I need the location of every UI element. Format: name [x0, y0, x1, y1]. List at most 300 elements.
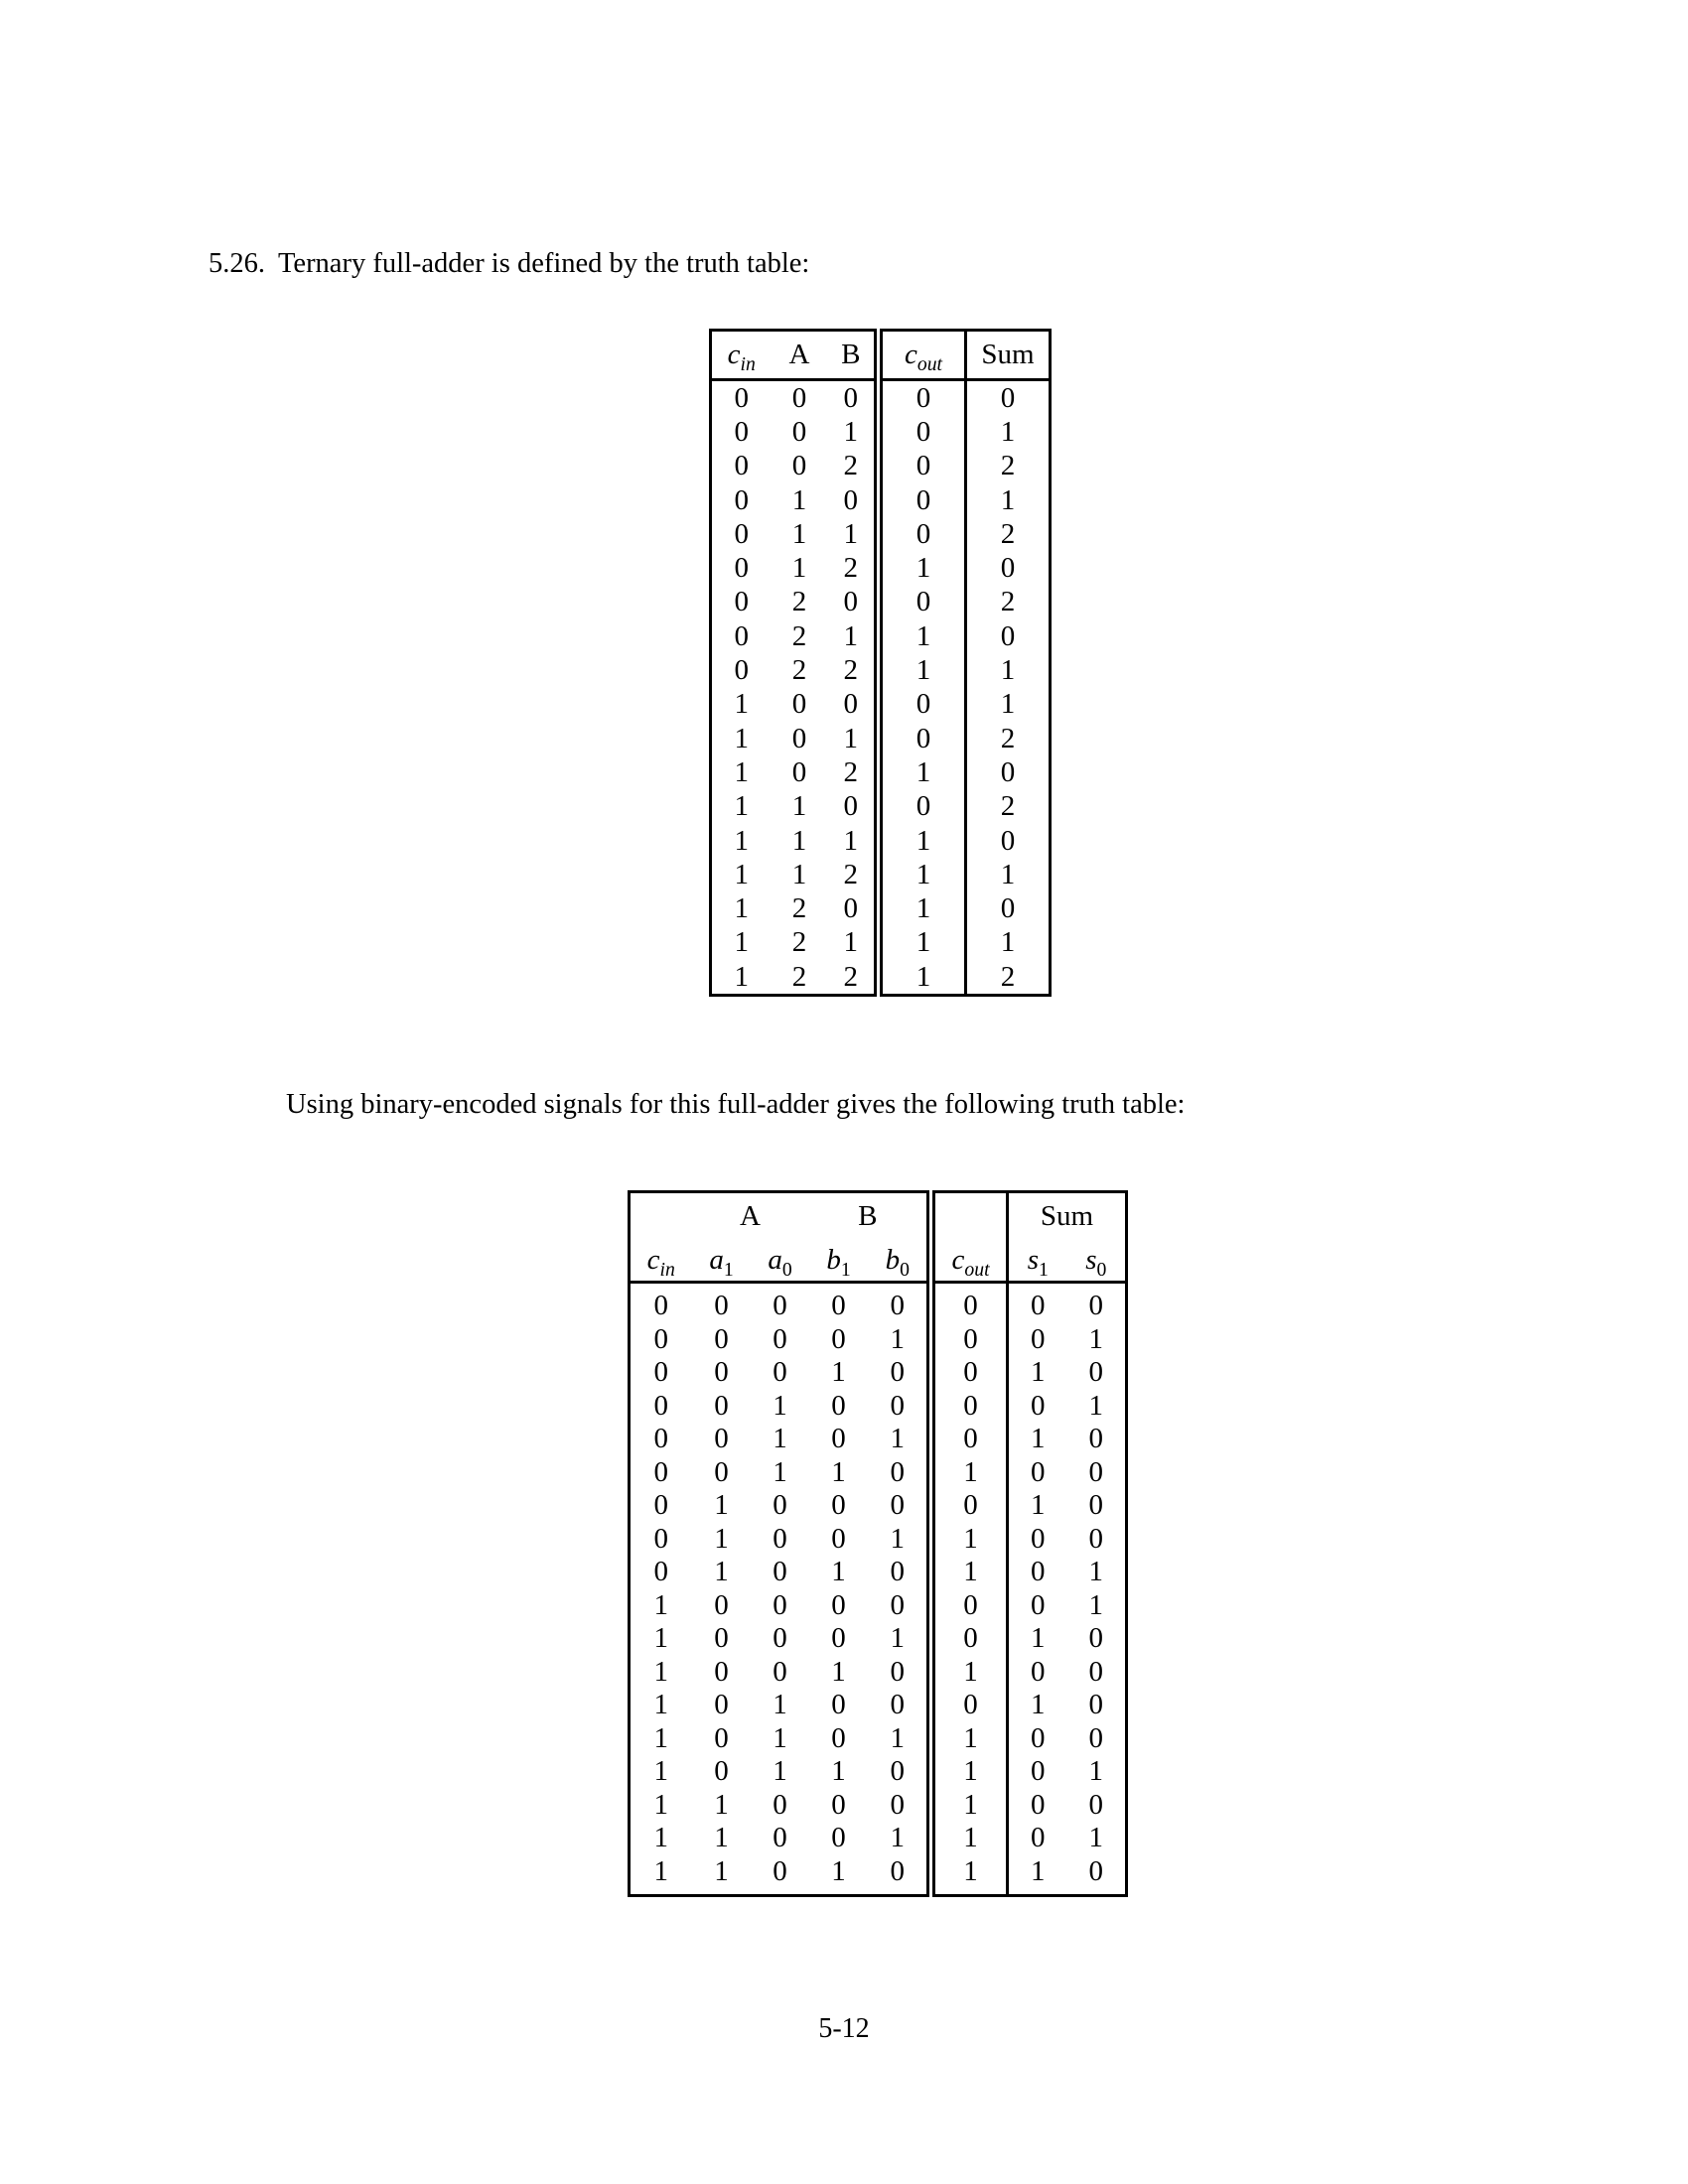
truth-table-cell: 0	[1088, 1622, 1104, 1655]
cout-subscript: out	[916, 352, 943, 375]
truth-table-cell: 1	[653, 1721, 668, 1754]
truth-table-cell: 0	[1088, 1356, 1104, 1389]
truth-table-cell: 0	[931, 1589, 1008, 1623]
truth-table-cell: 0	[1088, 1854, 1104, 1887]
truth-table-cell: 1	[773, 1389, 787, 1422]
truth-table-cell: 0	[773, 1854, 787, 1887]
table-row	[711, 824, 1051, 858]
truth-table-cell: 0	[773, 1622, 787, 1655]
problem-number: 5.26.	[209, 248, 265, 279]
truth-table-cell: 1	[890, 1822, 906, 1854]
table-row	[711, 450, 1051, 483]
truth-table-cell: 1	[966, 926, 1051, 960]
truth-table-cell: 1	[931, 1456, 1008, 1490]
truth-table-cell: 0	[653, 1522, 668, 1555]
truth-table-cell: 1	[831, 1556, 846, 1588]
truth-table-cell: 1	[653, 1822, 668, 1854]
truth-table-cell: 1	[734, 755, 749, 788]
group-header-cout-spacer	[931, 1192, 1008, 1240]
truth-table-cell: 1	[714, 1556, 729, 1588]
truth-table-cell: 0	[890, 1788, 906, 1821]
truth-table-cell: 1	[773, 1721, 787, 1754]
truth-table-cell: 0	[773, 1788, 787, 1821]
truth-table-cell: 0	[1088, 1423, 1104, 1455]
truth-table-cell: 1	[714, 1788, 729, 1821]
truth-table-cell: 0	[714, 1389, 729, 1422]
truth-table-cell: 1	[714, 1522, 729, 1555]
truth-table-cell: 0	[890, 1389, 906, 1422]
truth-table-cell: 0	[791, 755, 807, 788]
truth-table-cell: 1	[734, 722, 749, 754]
truth-table-cell: 0	[831, 1423, 846, 1455]
s1-subscript: 1	[1038, 1258, 1049, 1281]
truth-table-cell: 1	[1088, 1389, 1104, 1422]
truth-table-cell: 1	[843, 415, 858, 448]
table-row	[630, 1323, 1127, 1357]
truth-table-cell: 0	[714, 1588, 729, 1621]
truth-table-cell: 0	[714, 1423, 729, 1455]
truth-table-cell: 0	[931, 1356, 1008, 1390]
truth-table-cell: 1	[1088, 1588, 1104, 1621]
truth-table-cell: 0	[791, 688, 807, 721]
truth-table-cell: 1	[843, 619, 858, 652]
truth-table-cell: 2	[791, 619, 807, 652]
truth-table-cell: 0	[1008, 1722, 1067, 1756]
truth-table-cell: 0	[831, 1822, 846, 1854]
truth-table-cell: 0	[879, 483, 966, 517]
truth-table-cell: 0	[831, 1522, 846, 1555]
truth-table-cell: 0	[879, 688, 966, 722]
truth-table-cell: 1	[1088, 1755, 1104, 1788]
truth-table-cell: 0	[966, 891, 1051, 925]
cout-subscript: out	[964, 1258, 990, 1281]
truth-table-cell: 1	[791, 483, 807, 516]
truth-table-cell: 0	[890, 1455, 906, 1488]
truth-table-cell: 0	[843, 892, 858, 925]
truth-table-cell: 2	[966, 790, 1051, 824]
truth-table-cell: 1	[1088, 1822, 1104, 1854]
truth-table-cell: 1	[931, 1523, 1008, 1557]
s0-subscript: 0	[1096, 1258, 1107, 1281]
truth-table-cell: 0	[890, 1556, 906, 1588]
truth-table-cell: 1	[879, 960, 966, 996]
col-header-cout	[879, 331, 966, 380]
truth-table-cell: 0	[773, 1322, 787, 1355]
table-row	[711, 790, 1051, 824]
table-row	[711, 619, 1051, 653]
truth-table-cell: 1	[734, 892, 749, 925]
truth-table-cell: 1	[653, 1588, 668, 1621]
truth-table-cell: 0	[1008, 1523, 1067, 1557]
truth-table-cell: 0	[1088, 1721, 1104, 1754]
truth-table-cell: 1	[1008, 1423, 1067, 1456]
truth-table-cell: 0	[653, 1489, 668, 1522]
truth-table-cell: 1	[831, 1854, 846, 1887]
truth-table-cell: 1	[791, 824, 807, 857]
table-row	[630, 1390, 1127, 1424]
table-row	[630, 1423, 1127, 1456]
table-row	[630, 1722, 1127, 1756]
truth-table-cell: 1	[714, 1489, 729, 1522]
truth-table-cell: 0	[831, 1622, 846, 1655]
truth-table-cell: 0	[890, 1489, 906, 1522]
truth-table-cell: 1	[879, 926, 966, 960]
truth-table-cell: 0	[791, 450, 807, 482]
truth-table-cell: 1	[831, 1655, 846, 1688]
truth-table-cell: 0	[1088, 1788, 1104, 1821]
truth-table-cell: 1	[890, 1522, 906, 1555]
truth-table-cell: 1	[890, 1322, 906, 1355]
truth-table-cell: 1	[931, 1822, 1008, 1855]
truth-table-cell: 0	[931, 1423, 1008, 1456]
col-header-a: A	[772, 331, 828, 380]
truth-table-cell: 1	[714, 1854, 729, 1887]
table-row	[630, 1656, 1127, 1690]
truth-table-cell: 0	[714, 1755, 729, 1788]
header-row	[711, 331, 1051, 380]
truth-table-cell: 1	[734, 960, 749, 993]
cout-symbol: c	[951, 1243, 965, 1276]
truth-table-cell: 0	[734, 517, 749, 550]
truth-table-cell: 1	[734, 926, 749, 959]
truth-table-cell: 1	[931, 1789, 1008, 1823]
truth-table-cell: 0	[879, 415, 966, 449]
truth-table-cell: 1	[843, 926, 858, 959]
truth-table-cell: 1	[653, 1755, 668, 1788]
truth-table-cell: 0	[890, 1655, 906, 1688]
a1-subscript: 1	[723, 1258, 734, 1281]
truth-table-cell: 1	[843, 824, 858, 857]
truth-table-cell: 0	[843, 483, 858, 516]
truth-table-cell: 1	[791, 858, 807, 890]
truth-table-cell: 1	[931, 1722, 1008, 1756]
truth-table-cell: 0	[831, 1290, 846, 1322]
truth-table-cell: 1	[879, 858, 966, 891]
truth-table-cell: 1	[879, 891, 966, 925]
truth-table-cell: 0	[966, 551, 1051, 585]
truth-table-cell: 0	[879, 450, 966, 483]
truth-table-cell: 0	[966, 824, 1051, 858]
truth-table-cell: 0	[791, 381, 807, 414]
truth-table-cell: 0	[714, 1322, 729, 1355]
truth-table-cell: 2	[843, 858, 858, 890]
s1-symbol: s	[1027, 1243, 1039, 1276]
truth-table-cell: 0	[1008, 1755, 1067, 1789]
truth-table-cell: 1	[879, 551, 966, 585]
group-header-b: B	[858, 1199, 878, 1232]
truth-table-cell: 0	[714, 1455, 729, 1488]
truth-table-cell: 1	[890, 1622, 906, 1655]
truth-table-cell: 1	[931, 1855, 1008, 1896]
table-row	[711, 517, 1051, 551]
truth-table-cell: 1	[879, 824, 966, 858]
truth-table-cell: 1	[879, 653, 966, 687]
truth-table-cell: 0	[1088, 1489, 1104, 1522]
truth-table-cell: 0	[791, 415, 807, 448]
truth-table-cell: 0	[879, 790, 966, 824]
truth-table-cell: 0	[1008, 1456, 1067, 1490]
table-row	[711, 380, 1051, 416]
truth-table-cell: 2	[966, 517, 1051, 551]
table-row	[630, 1755, 1127, 1789]
truth-table-cell: 1	[653, 1689, 668, 1721]
group-header-row	[630, 1192, 1127, 1240]
signal-header-row	[630, 1239, 1127, 1283]
truth-table-cell: 0	[831, 1689, 846, 1721]
group-header-a: A	[740, 1199, 761, 1232]
truth-table-cell: 0	[931, 1489, 1008, 1523]
group-header-sum: Sum	[1008, 1192, 1127, 1240]
b1-subscript: 1	[840, 1258, 851, 1281]
truth-table-cell: 1	[890, 1721, 906, 1754]
truth-table-cell: 0	[831, 1588, 846, 1621]
table-row	[711, 858, 1051, 891]
truth-table-cell: 1	[831, 1455, 846, 1488]
truth-table-cell: 1	[773, 1689, 787, 1721]
cin-symbol: c	[727, 339, 741, 370]
b0-symbol: b	[885, 1243, 901, 1276]
truth-table-cell: 2	[843, 960, 858, 993]
a1-symbol: a	[709, 1243, 724, 1276]
truth-table-cell: 0	[1088, 1689, 1104, 1721]
truth-table-cell: 0	[966, 380, 1051, 416]
col-header-cout	[931, 1239, 1008, 1283]
truth-table-cell: 1	[966, 415, 1051, 449]
truth-table-cell: 0	[653, 1455, 668, 1488]
truth-table-cell: 0	[714, 1655, 729, 1688]
truth-table-cell: 0	[773, 1356, 787, 1389]
truth-table-cell: 0	[1088, 1290, 1104, 1322]
table-row	[630, 1356, 1127, 1390]
truth-table-cell: 0	[831, 1788, 846, 1821]
cin-subscript: in	[740, 352, 756, 375]
truth-table-cell: 0	[734, 586, 749, 618]
truth-table-cell: 0	[890, 1588, 906, 1621]
col-header-s1	[1008, 1239, 1067, 1283]
truth-table-cell: 0	[831, 1489, 846, 1522]
truth-table-cell: 1	[966, 688, 1051, 722]
col-header-a0	[752, 1239, 809, 1283]
table-row	[711, 483, 1051, 517]
table-row	[630, 1789, 1127, 1823]
s0-symbol: s	[1085, 1243, 1097, 1276]
truth-table-cell: 0	[714, 1356, 729, 1389]
truth-table-cell: 1	[734, 790, 749, 823]
truth-table-cell: 0	[931, 1323, 1008, 1357]
truth-table-cell: 0	[879, 380, 966, 416]
col-header-cin	[630, 1239, 692, 1283]
truth-table-cell: 0	[879, 586, 966, 619]
a0-symbol: a	[768, 1243, 782, 1276]
truth-table-cell: 2	[843, 552, 858, 585]
binary-encoding-note: Using binary-encoded signals for this full-adder gives the following truth table:	[286, 1089, 1186, 1120]
table-row	[711, 688, 1051, 722]
truth-table-cell: 2	[791, 892, 807, 925]
truth-table-cell: 0	[1088, 1655, 1104, 1688]
col-header-cin	[711, 331, 772, 380]
truth-table-cell: 0	[831, 1322, 846, 1355]
truth-table-cell: 0	[843, 790, 858, 823]
binary-table-body	[630, 1283, 1127, 1896]
truth-table-cell: 1	[653, 1854, 668, 1887]
cin-symbol: c	[646, 1243, 660, 1276]
truth-table-cell: 0	[1008, 1789, 1067, 1823]
truth-table-cell: 2	[966, 960, 1051, 996]
truth-table-cell: 0	[890, 1755, 906, 1788]
truth-table-cell: 0	[1088, 1455, 1104, 1488]
table-row	[711, 653, 1051, 687]
truth-table-cell: 2	[843, 450, 858, 482]
truth-table-cell: 2	[966, 586, 1051, 619]
truth-table-cell: 0	[734, 552, 749, 585]
a0-subscript: 0	[781, 1258, 792, 1281]
table-row	[630, 1489, 1127, 1523]
intro-text: Ternary full-adder is defined by the truth table:	[278, 248, 810, 279]
truth-table-cell: 1	[831, 1755, 846, 1788]
table-row	[630, 1523, 1127, 1557]
truth-table-cell: 0	[714, 1689, 729, 1721]
col-header-b1	[809, 1239, 869, 1283]
table-row	[630, 1689, 1127, 1722]
truth-table-cell: 0	[773, 1489, 787, 1522]
page-number: 5-12	[818, 2013, 870, 2044]
truth-table-cell: 1	[714, 1822, 729, 1854]
truth-table-cell: 0	[653, 1322, 668, 1355]
table-row	[630, 1456, 1127, 1490]
truth-table-cell: 0	[653, 1423, 668, 1455]
truth-table-cell: 1	[843, 517, 858, 550]
truth-table-cell: 0	[831, 1721, 846, 1754]
truth-table-cell: 1	[734, 858, 749, 890]
table-row	[630, 1589, 1127, 1623]
truth-table-cell: 0	[653, 1389, 668, 1422]
truth-table-cell: 0	[773, 1556, 787, 1588]
truth-table-cell: 2	[843, 755, 858, 788]
truth-table-cell: 0	[931, 1689, 1008, 1722]
truth-table-cell: 1	[773, 1455, 787, 1488]
truth-table-cell: 0	[890, 1290, 906, 1322]
ternary-table-header	[711, 331, 1051, 380]
truth-table-cell: 0	[1008, 1556, 1067, 1589]
truth-table-cell: 0	[791, 722, 807, 754]
truth-table-cell: 1	[879, 619, 966, 653]
truth-table-cell: 2	[791, 960, 807, 993]
truth-table-cell: 1	[1008, 1855, 1067, 1896]
truth-table-cell: 0	[1008, 1323, 1067, 1357]
truth-table-cell: 1	[931, 1755, 1008, 1789]
truth-table-cell: 1	[791, 552, 807, 585]
truth-table-cell: 0	[1008, 1283, 1067, 1323]
truth-table-cell: 1	[773, 1423, 787, 1455]
binary-table-header	[630, 1192, 1127, 1283]
truth-table-cell: 2	[791, 654, 807, 687]
truth-table-cell: 0	[966, 619, 1051, 653]
truth-table-cell: 0	[773, 1290, 787, 1322]
table-row	[711, 586, 1051, 619]
truth-table-cell: 1	[879, 755, 966, 789]
table-row	[630, 1556, 1127, 1589]
ternary-truth-table	[709, 329, 1052, 997]
truth-table-cell: 1	[1008, 1689, 1067, 1722]
truth-table-cell: 1	[843, 722, 858, 754]
truth-table-cell: 0	[931, 1622, 1008, 1656]
truth-table-cell: 0	[734, 415, 749, 448]
col-header-s0	[1067, 1239, 1127, 1283]
truth-table-cell: 0	[890, 1854, 906, 1887]
truth-table-cell: 0	[1008, 1390, 1067, 1424]
truth-table-cell: 1	[734, 824, 749, 857]
truth-table-cell: 0	[714, 1622, 729, 1655]
table-row	[711, 960, 1051, 996]
ternary-table-body	[711, 380, 1051, 996]
truth-table-cell: 0	[714, 1290, 729, 1322]
truth-table-cell: 1	[653, 1655, 668, 1688]
truth-table-cell: 2	[791, 926, 807, 959]
table-row	[711, 891, 1051, 925]
truth-table-cell: 0	[831, 1389, 846, 1422]
truth-table-cell: 1	[931, 1656, 1008, 1690]
truth-table-cell: 1	[653, 1622, 668, 1655]
truth-table-cell: 0	[966, 755, 1051, 789]
truth-table-cell: 0	[653, 1290, 668, 1322]
truth-table-cell: 1	[791, 790, 807, 823]
truth-table-cell: 0	[734, 619, 749, 652]
truth-table-cell: 2	[966, 722, 1051, 755]
col-header-b0	[869, 1239, 931, 1283]
col-header-sum: Sum	[966, 331, 1051, 380]
truth-table-cell: 0	[879, 517, 966, 551]
b1-symbol: b	[826, 1243, 841, 1276]
truth-table-cell: 1	[653, 1788, 668, 1821]
binary-truth-table	[628, 1190, 1128, 1897]
truth-table-cell: 0	[734, 381, 749, 414]
truth-table-cell: 0	[1008, 1589, 1067, 1623]
truth-table-cell: 1	[966, 483, 1051, 517]
truth-table-cell: 1	[791, 517, 807, 550]
truth-table-cell: 0	[653, 1356, 668, 1389]
truth-table-cell: 0	[1088, 1522, 1104, 1555]
b0-subscript: 0	[900, 1258, 910, 1281]
truth-table-cell: 1	[773, 1755, 787, 1788]
truth-table-cell: 0	[773, 1655, 787, 1688]
cin-subscript: in	[659, 1258, 675, 1281]
group-header-cin-spacer	[630, 1192, 692, 1240]
truth-table-cell: 0	[843, 381, 858, 414]
truth-table-cell: 1	[1008, 1356, 1067, 1390]
table-row	[711, 551, 1051, 585]
truth-table-cell: 0	[931, 1283, 1008, 1323]
table-row	[630, 1283, 1127, 1323]
table-row	[711, 755, 1051, 789]
col-header-b: B	[828, 331, 879, 380]
truth-table-cell: 1	[890, 1423, 906, 1455]
truth-table-cell: 1	[831, 1356, 846, 1389]
truth-table-cell: 2	[791, 586, 807, 618]
truth-table-cell: 0	[734, 450, 749, 482]
truth-table-cell: 2	[843, 654, 858, 687]
truth-table-cell: 0	[653, 1556, 668, 1588]
table-row	[711, 415, 1051, 449]
truth-table-cell: 1	[1088, 1322, 1104, 1355]
table-row	[711, 722, 1051, 755]
truth-table-cell: 0	[879, 722, 966, 755]
truth-table-cell: 1	[966, 858, 1051, 891]
truth-table-cell: 0	[734, 483, 749, 516]
truth-table-cell: 1	[931, 1556, 1008, 1589]
truth-table-cell: 0	[890, 1356, 906, 1389]
truth-table-cell: 1	[1088, 1556, 1104, 1588]
truth-table-cell: 2	[966, 450, 1051, 483]
